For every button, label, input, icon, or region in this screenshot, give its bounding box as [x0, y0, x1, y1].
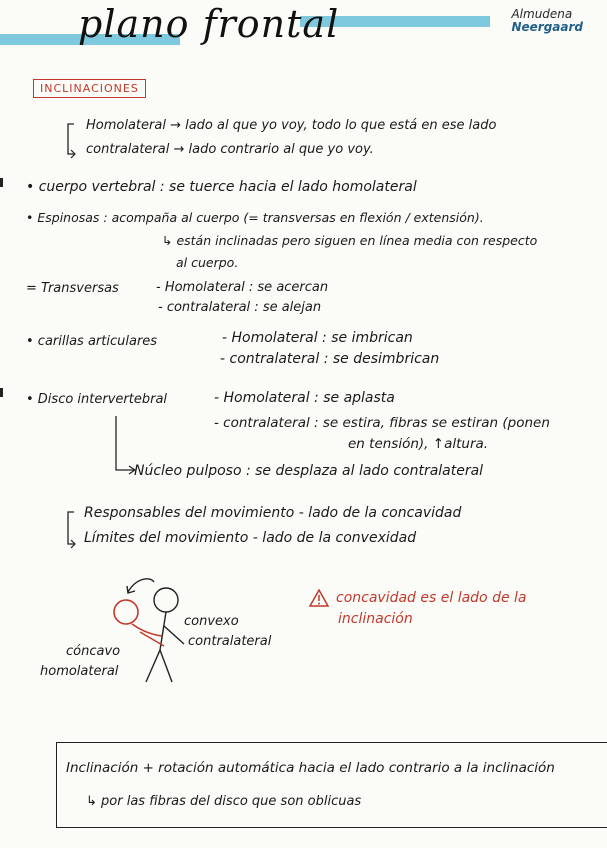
movement-bracket [60, 508, 80, 550]
movement-responsables: Responsables del movimiento - lado de la concavidad [84, 505, 462, 521]
figure-label-concavo: cóncavo [66, 644, 121, 659]
note-cuerpo-vertebral: • cuerpo vertebral : se tuerce hacia el lado homolateral [26, 179, 417, 195]
inclination-figure [100, 570, 200, 710]
warning-text-2: inclinación [338, 611, 413, 627]
note-carillas-label: • carillas articulares [26, 334, 158, 349]
margin-mark [0, 178, 3, 187]
definitions-bracket [60, 120, 80, 160]
note-disco-contralateral-2: en tensión), ↑altura. [348, 436, 489, 452]
figure-label-homolateral: homolateral [40, 664, 119, 679]
note-disco-homolateral: - Homolateral : se aplasta [214, 390, 395, 406]
margin-mark [0, 388, 3, 397]
note-espinosas: • Espinosas : acompaña al cuerpo (= transversas en flexión / extensión). [26, 210, 484, 225]
warning-text: concavidad es el lado de la [336, 590, 527, 606]
movement-limites: Límites del movimiento - lado de la convexidad [84, 530, 417, 546]
definition-contralateral: contralateral → lado contrario al que yo voy. [86, 142, 374, 157]
figure-label-contralateral: contralateral [188, 634, 272, 649]
note-transversas-contralateral: - contralateral : se alejan [158, 300, 322, 315]
note-carillas-contralateral: - contralateral : se desimbrican [220, 351, 440, 367]
author-first-name: Almudena [511, 7, 573, 21]
summary-box [56, 742, 607, 828]
author-last-name: Neergaard [511, 20, 583, 34]
note-transversas-label: = Transversas [26, 281, 119, 296]
warning-icon [308, 588, 330, 608]
note-disco-contralateral: - contralateral : se estira, fibras se estiran (ponen [214, 415, 550, 431]
note-carillas-homolateral: - Homolateral : se imbrican [222, 330, 413, 346]
author-name [511, 8, 583, 34]
note-disco-label: • Disco intervertebral [26, 392, 168, 407]
note-transversas-homolateral: - Homolateral : se acercan [156, 280, 329, 295]
note-espinosas-sub-2: al cuerpo. [176, 255, 239, 270]
section-tag: INCLINACIONES [33, 79, 146, 98]
note-espinosas-sub: ↳ están inclinadas pero siguen en línea media con respecto [162, 233, 538, 248]
summary-line-1: Inclinación + rotación automática hacia el lado contrario a la inclinación [66, 760, 555, 776]
page-title: plano frontal [78, 2, 340, 46]
definition-homolateral: Homolateral → lado al que yo voy, todo lo que está en ese lado [86, 118, 497, 133]
summary-line-2: ↳ por las fibras del disco que son oblicuas [86, 794, 362, 809]
note-nucleo-pulposo: Núcleo pulposo : se desplaza al lado contralateral [134, 463, 484, 479]
figure-label-convexo: convexo [184, 614, 239, 629]
